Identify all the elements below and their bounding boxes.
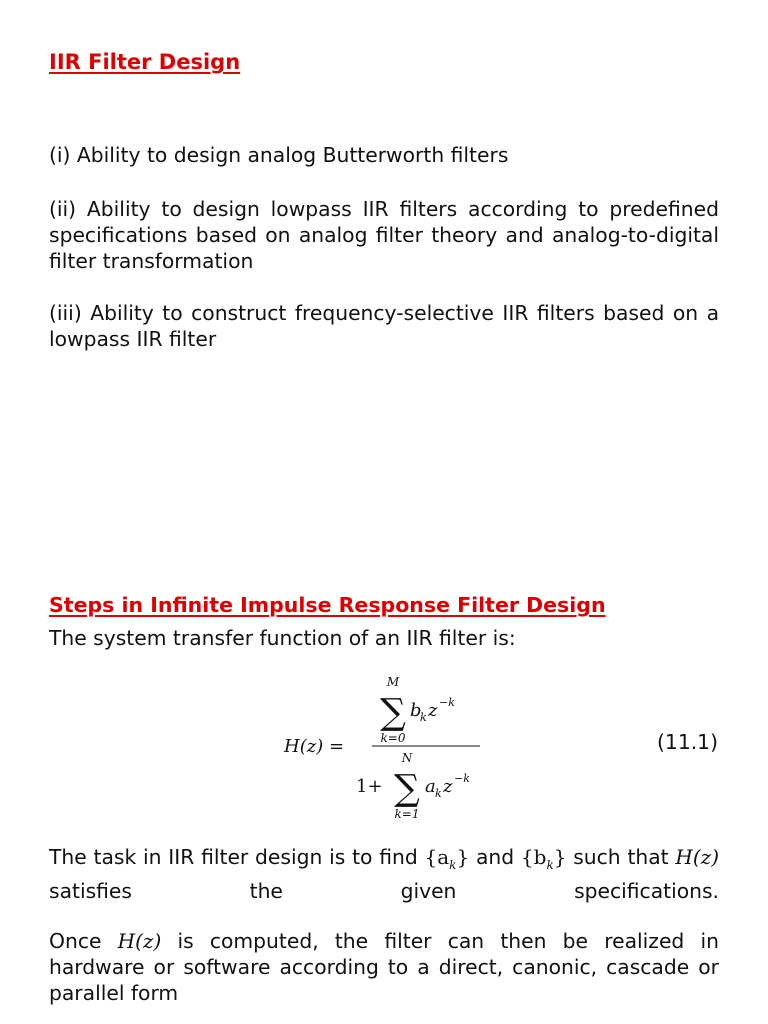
bk-set-sub: k (546, 858, 554, 873)
ak-set-sub: k (449, 858, 457, 873)
section-heading: Steps in Infinite Impulse Response Filter Design (49, 593, 606, 617)
bk-set-open: {b (520, 845, 547, 869)
task-paragraph (49, 844, 719, 904)
task-text-post: such that (566, 845, 676, 869)
num-sigma: ∑ (380, 692, 406, 733)
task-text-end: satisfies the given specifications. (49, 879, 719, 904)
task-text-and: and (469, 845, 521, 869)
realization-paragraph (49, 928, 719, 1006)
bk-set-close: } (553, 845, 567, 869)
objective-3: (iii) Ability to construct frequency-selective IIR filters based on a lowpass IIR filter (49, 301, 719, 351)
equation-number: (11.1) (657, 730, 718, 754)
num-coefficient: b (410, 700, 422, 721)
num-coefficient-sub: k (420, 711, 427, 724)
realize-text-pre: Once (49, 929, 118, 953)
den-coefficient: a (425, 776, 436, 797)
den-sigma: ∑ (394, 768, 420, 809)
ak-set-close: } (456, 845, 470, 869)
page-title: IIR Filter Design (49, 50, 241, 74)
realize-hz: H(z) (117, 929, 162, 953)
transfer-function-equation (280, 672, 490, 822)
num-upper-limit: M (386, 675, 400, 689)
den-exponent: −k (454, 772, 470, 785)
den-lower-limit: k=1 (394, 807, 420, 821)
num-exponent: −k (439, 696, 455, 709)
num-lower-limit: k=0 (380, 731, 406, 745)
task-hz: H(z) (675, 845, 720, 869)
ak-set-open: {a (424, 845, 450, 869)
objective-2: (ii) Ability to design lowpass IIR filters according to predefined specifications based on analog filter theory and analog-to-digital filter transformation (49, 197, 719, 273)
den-upper-limit: N (401, 751, 413, 765)
den-z: z (443, 776, 453, 797)
num-z: z (428, 700, 438, 721)
objective-1: (i) Ability to design analog Butterworth filters (49, 143, 509, 167)
den-coefficient-sub: k (435, 787, 442, 800)
task-text-pre: The task in IIR filter design is to find (49, 845, 425, 869)
equation-lhs: H(z) = (284, 736, 345, 757)
section-intro: The system transfer function of an IIR filter is: (49, 626, 516, 650)
den-one-plus: 1+ (356, 776, 383, 797)
realize-text-post: is computed, the filter can then be realized in hardware or software according to a direct, canonic, cascade or parallel form (49, 929, 719, 1005)
